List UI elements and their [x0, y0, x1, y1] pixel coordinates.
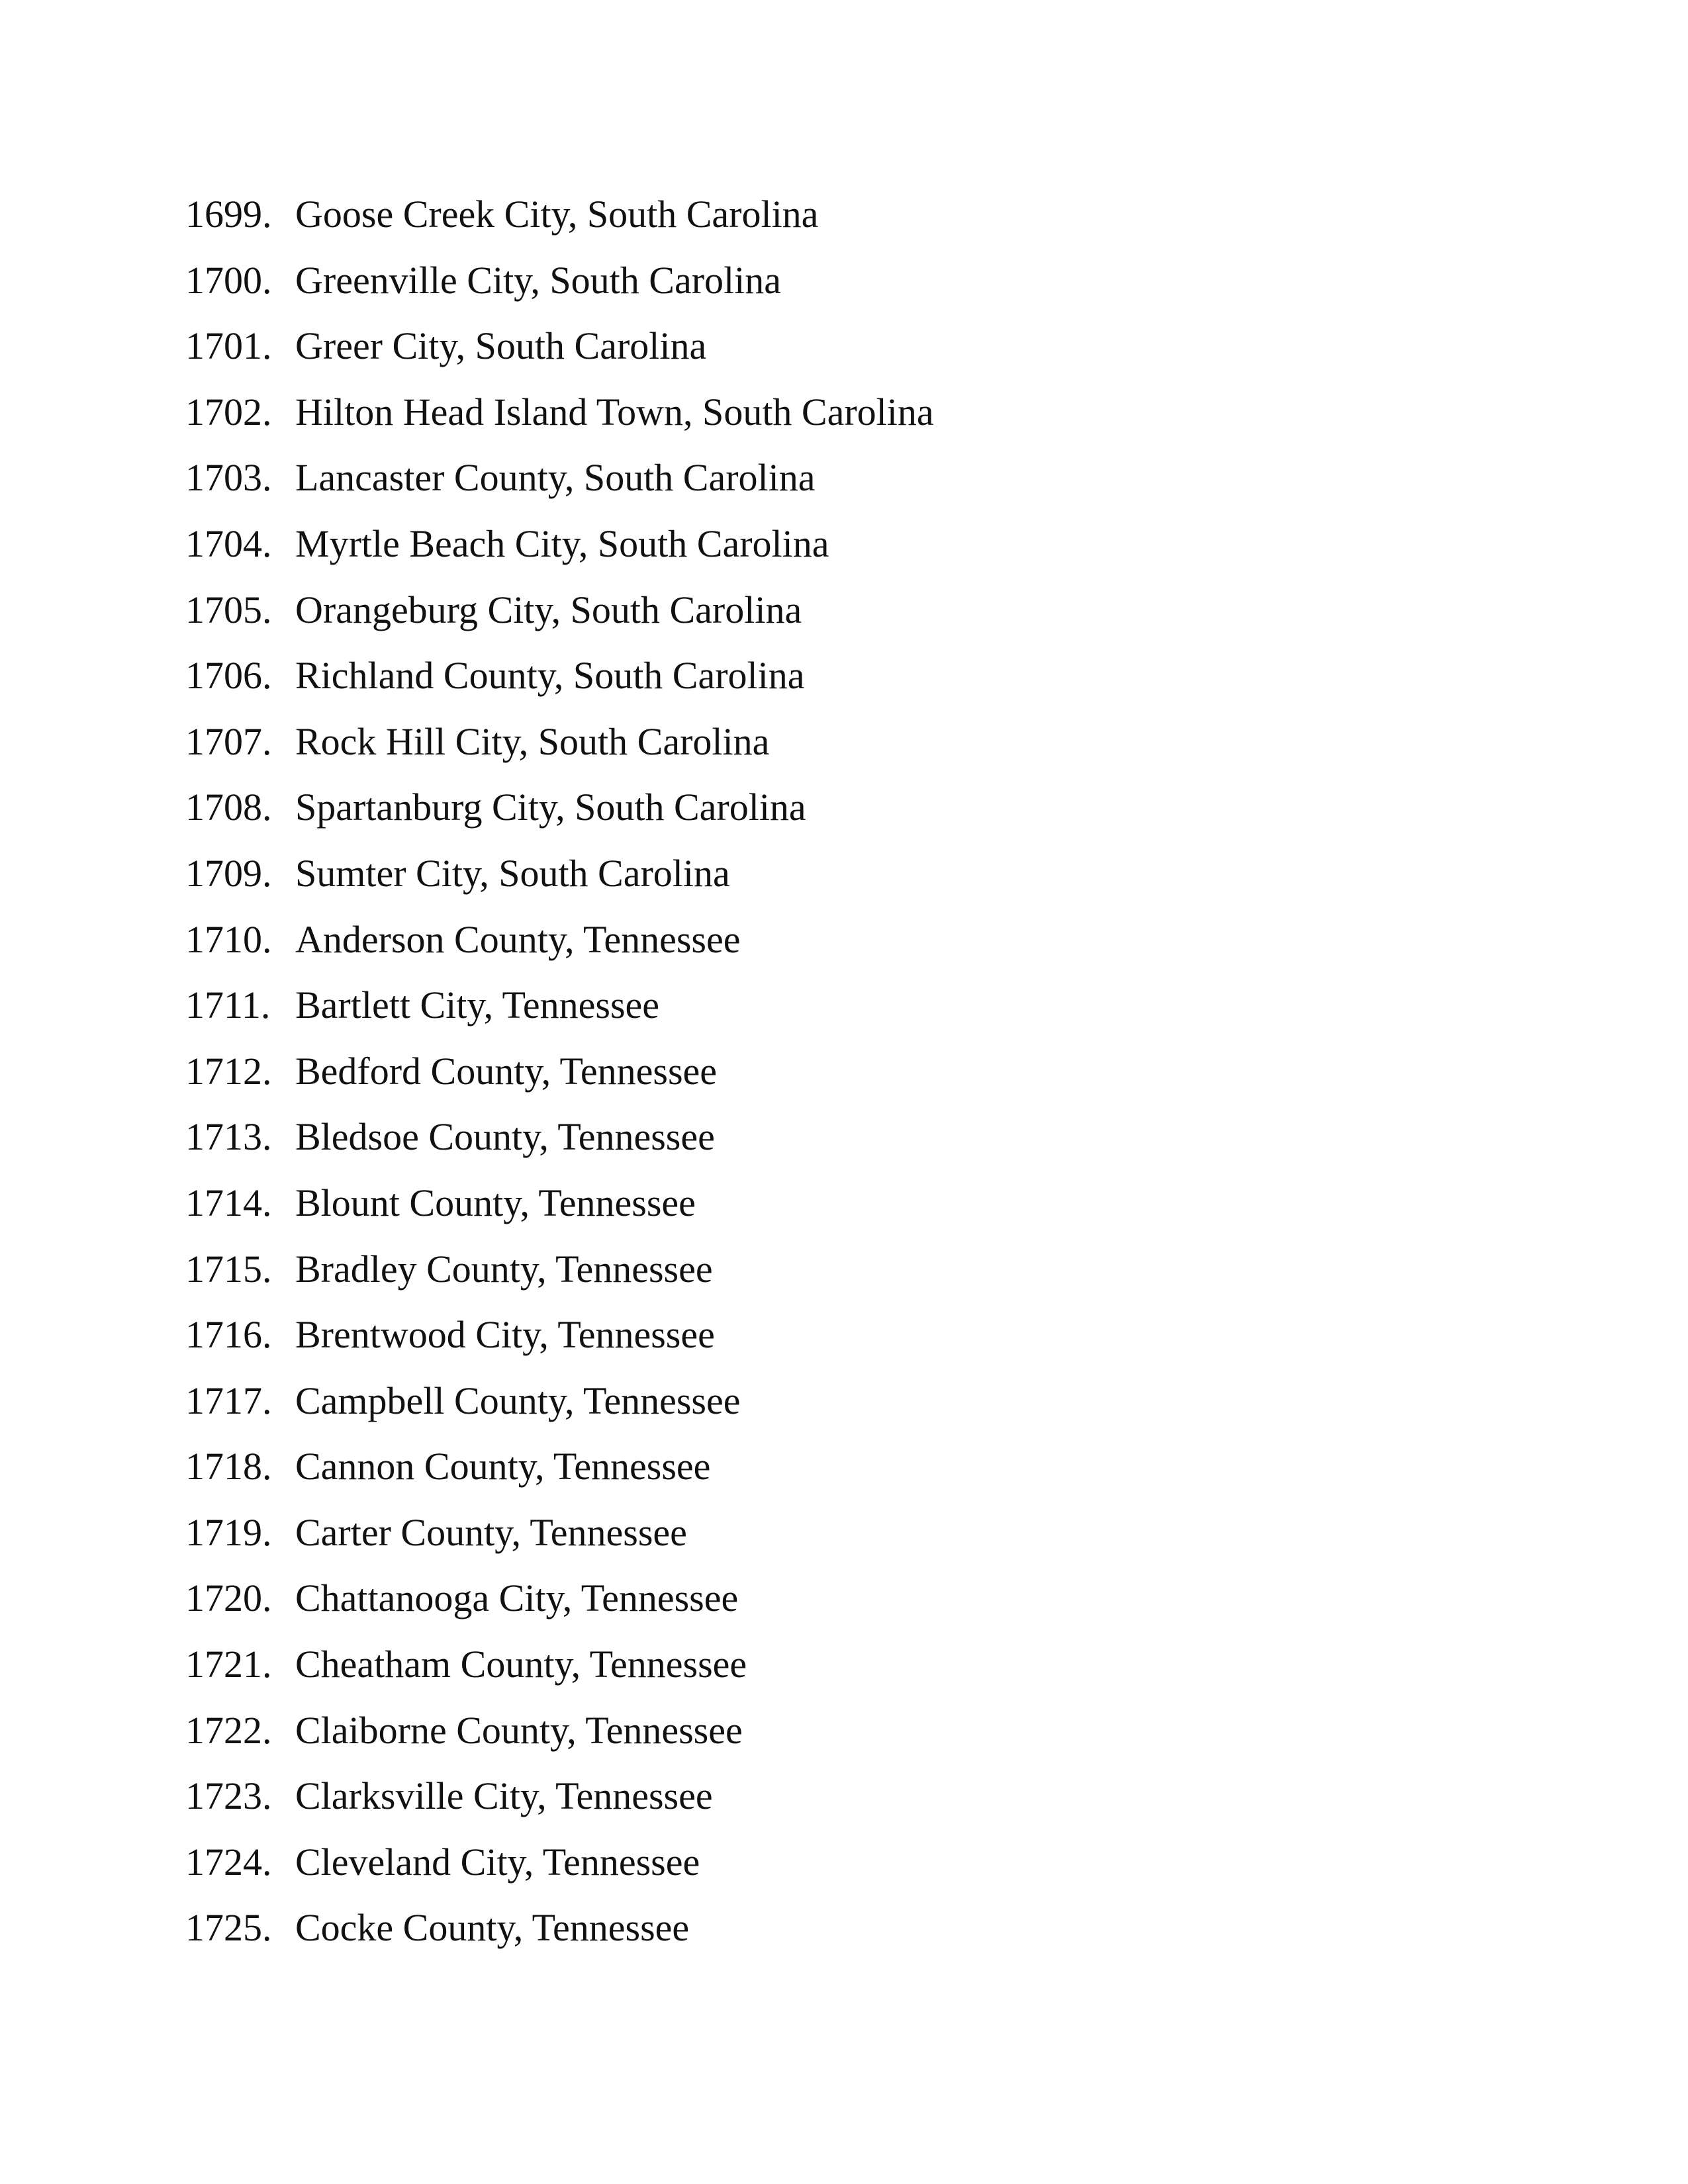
item-number: 1705.	[185, 588, 272, 631]
list-item	[185, 455, 934, 522]
item-number: 1709.	[185, 851, 272, 895]
list-item	[185, 1049, 934, 1115]
item-text: Bartlett City, Tennessee	[295, 983, 660, 1027]
item-number: 1720.	[185, 1576, 272, 1620]
item-text: Campbell County, Tennessee	[295, 1379, 741, 1422]
item-number: 1719.	[185, 1510, 272, 1554]
list-item	[185, 1181, 934, 1247]
item-text: Cannon County, Tennessee	[295, 1445, 711, 1488]
list-item	[185, 258, 934, 324]
item-number: 1724.	[185, 1840, 272, 1884]
item-text: Bedford County, Tennessee	[295, 1049, 718, 1093]
list-item	[185, 588, 934, 654]
item-text: Myrtle Beach City, South Carolina	[295, 522, 829, 565]
item-number: 1700.	[185, 258, 272, 302]
item-text: Cleveland City, Tennessee	[295, 1840, 700, 1884]
list-item	[185, 1444, 934, 1510]
list-item	[185, 785, 934, 851]
item-number: 1712.	[185, 1049, 272, 1093]
list-item	[185, 719, 934, 786]
list-item	[185, 1774, 934, 1840]
list-item	[185, 851, 934, 917]
item-number: 1710.	[185, 917, 272, 961]
list-item	[185, 324, 934, 390]
item-text: Claiborne County, Tennessee	[295, 1708, 743, 1752]
item-number: 1718.	[185, 1445, 272, 1488]
item-number: 1721.	[185, 1643, 272, 1686]
list-item	[185, 390, 934, 456]
item-number: 1717.	[185, 1379, 272, 1422]
numbered-list	[185, 192, 934, 1972]
item-text: Goose Creek City, South Carolina	[295, 193, 819, 236]
item-text: Bledsoe County, Tennessee	[295, 1115, 715, 1159]
list-item	[185, 192, 934, 258]
list-item	[185, 1312, 934, 1379]
item-text: Spartanburg City, South Carolina	[295, 786, 806, 829]
list-item	[185, 1708, 934, 1774]
item-number: 1702.	[185, 390, 272, 433]
list-item	[185, 1905, 934, 1972]
item-text: Bradley County, Tennessee	[295, 1247, 713, 1291]
item-text: Blount County, Tennessee	[295, 1181, 696, 1224]
item-text: Brentwood City, Tennessee	[295, 1313, 715, 1357]
list-item	[185, 1840, 934, 1906]
item-text: Chattanooga City, Tennessee	[295, 1576, 739, 1620]
item-number: 1715.	[185, 1247, 272, 1291]
item-text: Greer City, South Carolina	[295, 324, 707, 368]
list-item	[185, 653, 934, 719]
list-item	[185, 522, 934, 588]
item-number: 1725.	[185, 1906, 272, 1950]
item-text: Richland County, South Carolina	[295, 654, 805, 698]
item-number: 1706.	[185, 654, 272, 698]
item-text: Anderson County, Tennessee	[295, 917, 741, 961]
item-number: 1703.	[185, 456, 272, 500]
item-number: 1714.	[185, 1181, 272, 1224]
item-text: Carter County, Tennessee	[295, 1510, 687, 1554]
item-text: Cocke County, Tennessee	[295, 1906, 690, 1950]
item-number: 1707.	[185, 719, 272, 763]
item-text: Lancaster County, South Carolina	[295, 456, 816, 500]
list-item	[185, 1642, 934, 1708]
item-number: 1708.	[185, 786, 272, 829]
list-item	[185, 1379, 934, 1445]
item-number: 1701.	[185, 324, 272, 368]
list-item	[185, 917, 934, 983]
item-number: 1723.	[185, 1774, 272, 1818]
item-number: 1722.	[185, 1708, 272, 1752]
list-item	[185, 1576, 934, 1642]
list-item	[185, 1247, 934, 1313]
item-text: Sumter City, South Carolina	[295, 851, 730, 895]
item-text: Orangeburg City, South Carolina	[295, 588, 802, 631]
item-number: 1716.	[185, 1313, 272, 1357]
list-item	[185, 983, 934, 1049]
item-text: Hilton Head Island Town, South Carolina	[295, 390, 934, 433]
list-item	[185, 1115, 934, 1181]
item-text: Rock Hill City, South Carolina	[295, 719, 770, 763]
item-number: 1713.	[185, 1115, 272, 1159]
item-number: 1711.	[185, 983, 271, 1027]
item-number: 1699.	[185, 193, 272, 236]
item-text: Greenville City, South Carolina	[295, 258, 782, 302]
item-text: Clarksville City, Tennessee	[295, 1774, 713, 1818]
item-number: 1704.	[185, 522, 272, 565]
list-item	[185, 1510, 934, 1576]
item-text: Cheatham County, Tennessee	[295, 1643, 747, 1686]
